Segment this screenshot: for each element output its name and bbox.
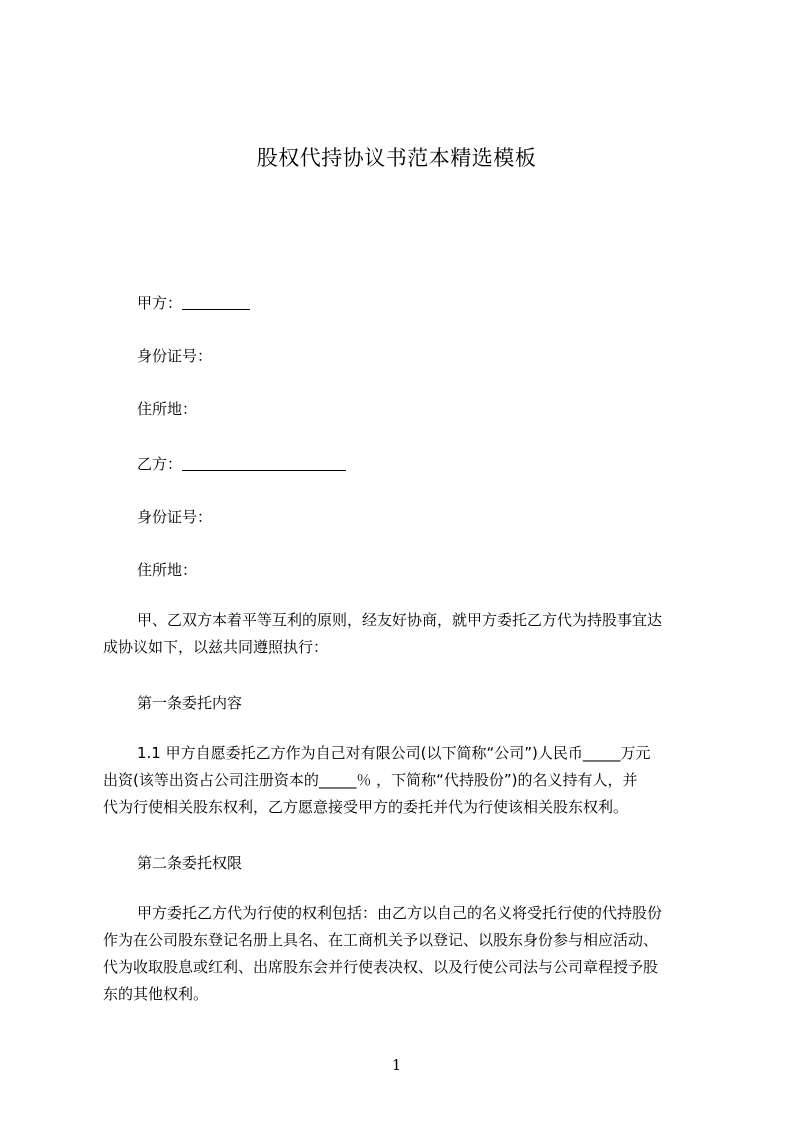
article2-line: 甲方委托乙方代为行使的权利包括：由乙方以自己的名义将受托行使的代持股份 [137, 904, 663, 922]
party-a-address-line [137, 398, 197, 419]
party-b-blank [182, 456, 346, 471]
article2-line: 代为收取股息或红利、出席股东会并行使表决权、以及行使公司法与公司章程授予股 [103, 958, 659, 976]
document-title: 股权代持协议书范本精选模板 [256, 146, 537, 170]
party-b-line [137, 453, 346, 474]
party-b-address-line [137, 559, 197, 580]
article2-line: 作为在公司股东登记名册上具名、在工商机关予以登记、以股东身份参与相应活动、 [103, 931, 659, 949]
article1-paragraph [103, 740, 703, 821]
party-a-address-label: 住所地： [137, 400, 198, 418]
preamble-line: 甲、乙双方本着平等互利的原则，经友好协商，就甲方委托乙方代为持股事宜达 [137, 611, 663, 629]
party-a-blank [182, 295, 250, 310]
party-b-id-label: 身份证号： [137, 508, 213, 526]
party-b-id-line [137, 506, 212, 527]
article2-heading: 第二条委托权限 [137, 854, 243, 872]
article2-paragraph [103, 900, 703, 1008]
party-a-line [137, 292, 250, 313]
party-a-id-label: 身份证号： [137, 347, 213, 365]
article1-line: 出资(该等出资占公司注册资本的_____％ ，下简称“代持股份”)的名义持有人，并 [103, 771, 638, 789]
preamble-paragraph [103, 607, 703, 661]
article1-line: 1.1 甲方自愿委托乙方作为自己对有限公司(以下简称“公司”)人民币_____万元 [137, 744, 651, 762]
party-a-label: 甲方： [137, 294, 183, 312]
article1-heading: 第一条委托内容 [137, 694, 243, 712]
party-a-id-line [137, 345, 212, 366]
article1-line: 代为行使相关股东权利，乙方愿意接受甲方的委托并代为行使该相关股东权利。 [103, 798, 629, 816]
party-b-label: 乙方： [137, 455, 183, 473]
preamble-line: 成协议如下，以兹共同遵照执行： [103, 638, 329, 656]
article2-line: 东的其他权利。 [103, 985, 209, 1003]
party-b-address-label: 住所地： [137, 561, 198, 579]
page-number: 1 [391, 1056, 402, 1074]
